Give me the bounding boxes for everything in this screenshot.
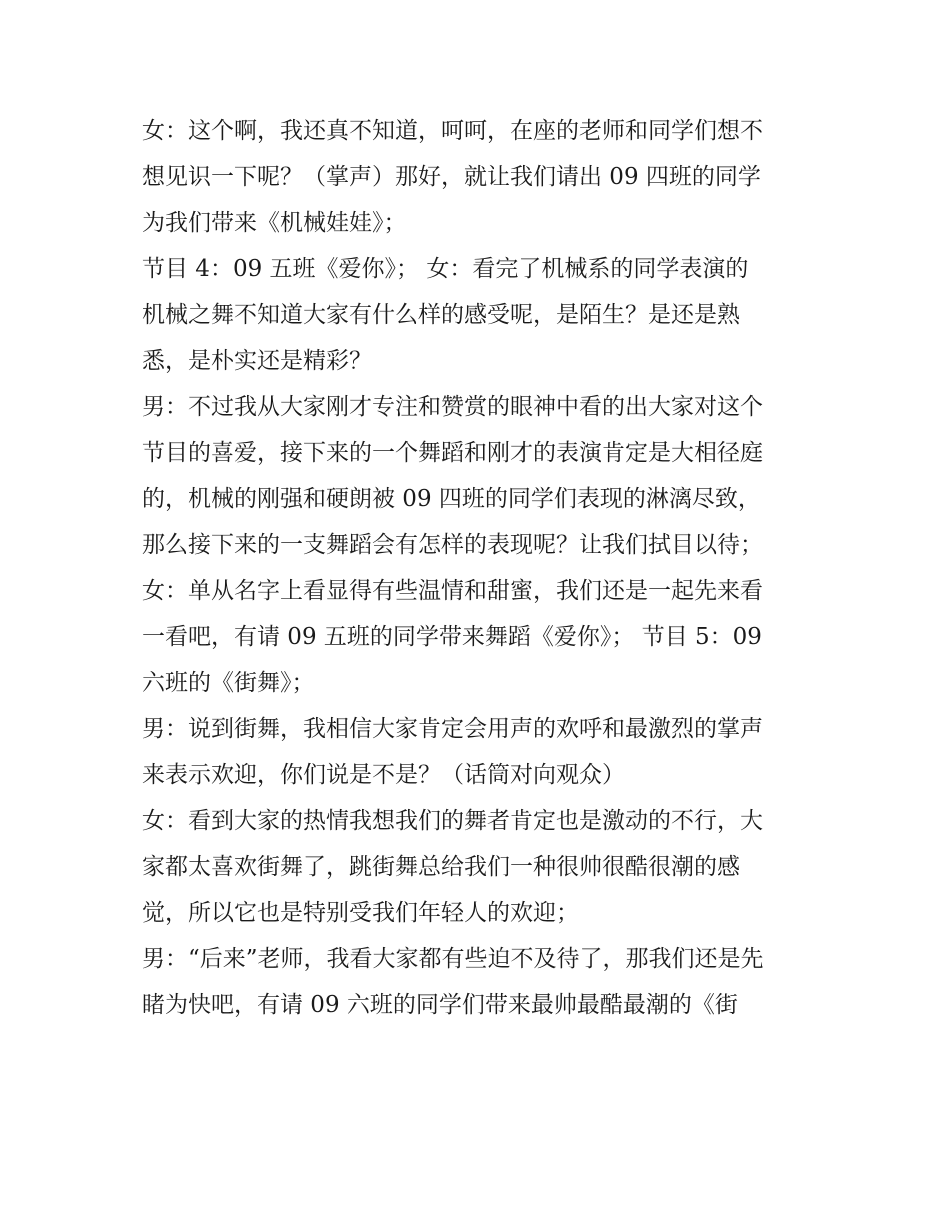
text-line: 机械之舞不知道大家有什么样的感受呢，是陌生？是还是熟 <box>142 302 740 328</box>
text-line: 女：这个啊，我还真不知道，呵呵，在座的老师和同学们想不 <box>142 118 763 144</box>
text-line: 家都太喜欢街舞了，跳街舞总给我们一种很帅很酷很潮的感 <box>142 854 740 880</box>
text-line: 男：不过我从大家刚才专注和赞赏的眼神中看的出大家对这个 <box>142 394 763 420</box>
text-line: 悉，是朴实还是精彩？ <box>142 348 372 374</box>
text-line: 节目的喜爱，接下来的一个舞蹈和刚才的表演肯定是大相径庭 <box>142 440 763 466</box>
text-line: 睹为快吧，有请 09 六班的同学们带来最帅最酷最潮的《街 <box>142 992 738 1018</box>
text-line: 男：“后来”老师，我看大家都有些迫不及待了，那我们还是先 <box>142 946 764 972</box>
text-line: 男：说到街舞，我相信大家肯定会用声的欢呼和最激烈的掌声 <box>142 716 763 742</box>
text-line: 的，机械的刚强和硬朗被 09 四班的同学们表现的淋漓尽致， <box>142 486 761 512</box>
text-line: 来表示欢迎，你们说是不是？（话筒对向观众） <box>142 762 625 788</box>
document-body <box>142 108 822 1028</box>
text-line: 六班的《街舞》； <box>142 670 315 696</box>
text-line: 一看吧，有请 09 五班的同学带来舞蹈《爱你》； 节目 5：09 <box>142 624 762 650</box>
text-line: 那么接下来的一支舞蹈会有怎样的表现呢？让我们拭目以待； <box>142 532 763 558</box>
text-line: 女：单从名字上看显得有些温情和甜蜜，我们还是一起先来看 <box>142 578 763 604</box>
text-line: 觉，所以它也是特别受我们年轻人的欢迎； <box>142 900 579 926</box>
text-line: 节目 4：09 五班《爱你》； 女：看完了机械系的同学表演的 <box>142 256 749 282</box>
text-line: 为我们带来《机械娃娃》； <box>142 210 407 236</box>
text-line: 女：看到大家的热情我想我们的舞者肯定也是激动的不行，大 <box>142 808 763 834</box>
text-line: 想见识一下呢？（掌声）那好，就让我们请出 09 四班的同学 <box>142 164 761 190</box>
